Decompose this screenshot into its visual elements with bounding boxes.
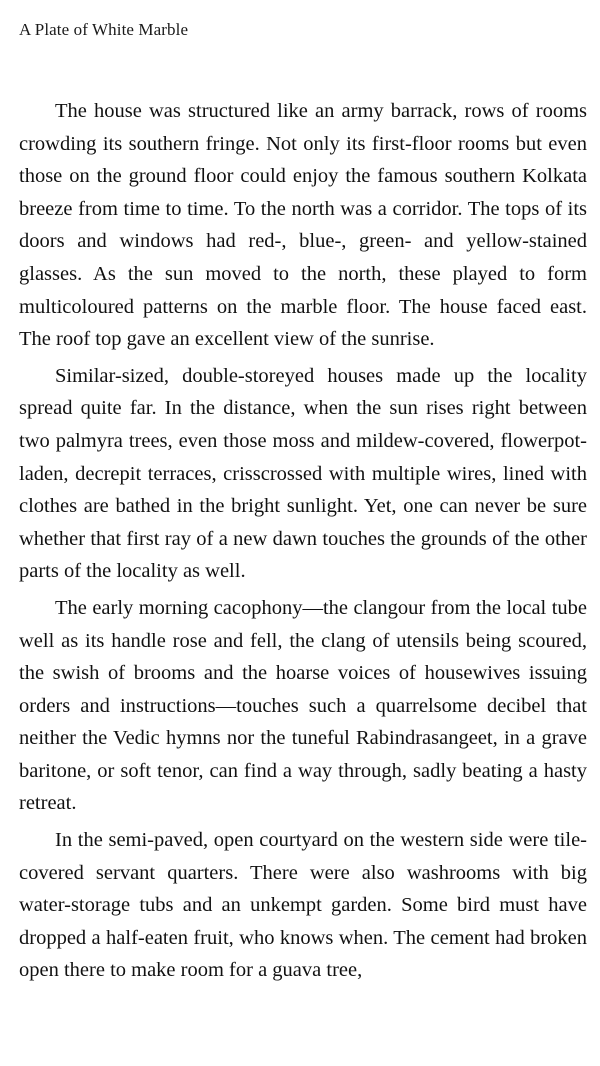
paragraph: In the semi-paved, open courtyard on the western side were tile-covered servant quarters. There were also washrooms with big water-storage tubs and an unkempt garden. Some bird must have dropped a half-eaten fruit, who knows when. The cement had broken open there to make room for a guava tree, [19,829,587,982]
paragraph: The house was structured like an army barrack, rows of rooms crowding its southern fringe. Not only its first-floor rooms but even those on the ground floor could enjoy the famous southern Kolkata breeze from time to time. To the north was a corridor. The tops of its doors and windows had red-, blue-, green- and yellow-stained glasses. As the sun moved to the north, these played to form multicoloured patterns on the marble floor. The house faced east. The roof top gave an excellent view of the sunrise. [19,100,587,351]
running-head-title: A Plate of White Marble [19,20,189,39]
body-text [19,95,587,991]
paragraph: The early morning cacophony—the clangour from the local tube well as its handle rose and fell, the clang of utensils being scoured, the swish of brooms and the hoarse voices of housewives issuing orders and instructions—touches such a quarrelsome decibel that neither the Vedic hymns nor the tuneful Rabindrasangeet, in a grave baritone, or soft tenor, can find a way through, sadly beating a hasty retreat. [19,596,587,815]
paragraph: Similar-sized, double-storeyed houses made up the locality spread quite far. In the distance, when the sun rises right between two palmyra trees, even those moss and mildew-covered, flowerpot-laden, decrepit terraces, crisscrossed with multiple wires, lined with clothes are bathed in the bright sunlight. Yet, one can never be sure whether that first ray of a new dawn touches the grounds of the other parts of the locality as well. [19,364,587,583]
